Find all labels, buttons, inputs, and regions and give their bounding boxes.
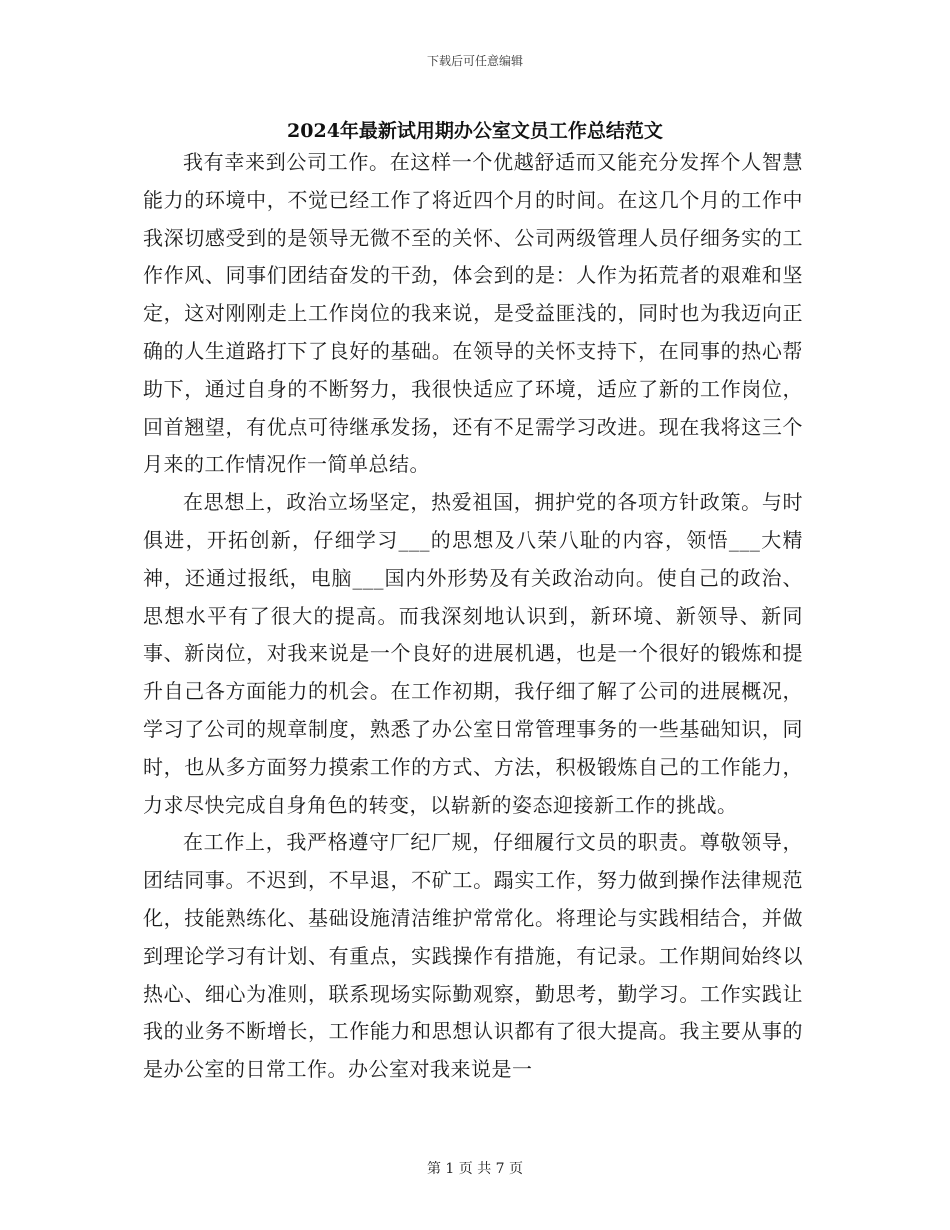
paragraph-work: 在工作上，我严格遵守厂纪厂规，仔细履行文员的职责。尊敬领导，团结同事。不迟到，不早退，不矿工。蹋实工作，努力做到操作法律规范化，技能熟练化、基础设施清洁维护常常化。将理论与实践相结合，并做到理论学习有计划、有重点，实践操作有措施，有记录。工作期间始终以热心、细心为准则，联系现场实际勤观察，勤思考，勤学习。工作实践让我的业务不断增长，工作能力和思想认识都有了很大提高。我主要从事的是办公室的日常工作。办公室对我来说是一 [143,830,803,1082]
document-title: 2024年最新试用期办公室文员工作总结范文 [287,120,663,142]
document-body [143,144,803,1089]
page-header-note: 下载后可任意编辑 [426,54,523,68]
page-number-footer: 第 1 页 共 7 页 [426,1161,524,1177]
paragraph-intro: 我有幸来到公司工作。在这样一个优越舒适而又能充分发挥个人智慧能力的环境中，不觉已经工作了将近四个月的时间。在这几个月的工作中我深切感受到的是领导无微不至的关怀、公司两级管理人员仔细务实的工作作风、同事们团结奋发的干劲，体会到的是：人作为拓荒者的艰难和坚定，这对刚刚走上工作岗位的我来说，是受益匪浅的，同时也为我迈向正确的人生道路打下了良好的基础。在领导的关怀支持下，在同事的热心帮助下，通过自身的不断努力，我很快适应了环境，适应了新的工作岗位，回首翘望，有优点可待继承发扬，还有不足需学习改进。现在我将这三个月来的工作情况作一简单总结。 [143,150,803,477]
paragraph-ideology: 在思想上，政治立场坚定，热爱祖国，拥护党的各项方针政策。与时俱进，开拓创新，仔细学习___的思想及八荣八耻的内容，领悟___大精神，还通过报纸，电脑___国内外形势及有关政治动向。使自己的政治、思想水平有了很大的提高。而我深刻地认识到，新环境、新领导、新同事、新岗位，对我来说是一个良好的进展机遇，也是一个很好的锻炼和提升自己各方面能力的机会。在工作初期，我仔细了解了公司的进展概况，学习了公司的规章制度，熟悉了办公室日常管理事务的一些基础知识，同时，也从多方面努力摸索工作的方式、方法，积极锻炼自己的工作能力，力求尽快完成自身角色的转变，以崭新的姿态迎接新工作的挑战。 [143,490,803,817]
